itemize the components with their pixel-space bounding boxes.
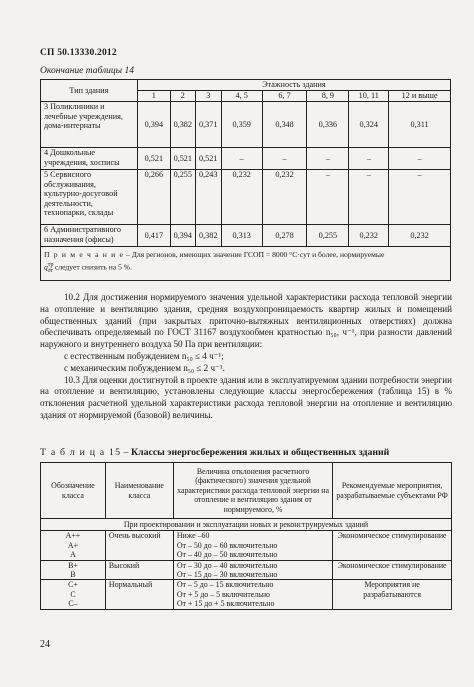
section-10-2 (40, 292, 452, 422)
deviation-range: Ниже –60 (176, 531, 210, 541)
floor-header: 6, 7 (262, 91, 307, 102)
class-name: Нормальный (105, 580, 173, 609)
table-row (41, 560, 452, 580)
value-cell: 0,266 (137, 170, 170, 225)
value-cell: – (221, 148, 262, 170)
value-cell: 0,255 (307, 225, 349, 247)
floor-header: 10, 11 (349, 91, 389, 102)
ventilation-mechanical: с механическим побуждением n₅₀ ≤ 2 ч⁻¹. (64, 362, 225, 373)
value-cell: 0,521 (137, 148, 170, 170)
value-cell: 0,311 (389, 102, 451, 148)
building-type: 3 Поликлиники и лечебные учреждения, дома-интернаты (41, 102, 138, 148)
table-note-row (41, 247, 451, 281)
building-type: 5 Сервисного обслуживания, культурно-досуговой деятельности, технопарки, склады (41, 170, 138, 225)
value-cell: 0,348 (262, 102, 307, 148)
value-cell: 0,521 (195, 148, 221, 170)
value-cell: – (389, 170, 451, 225)
table-row (41, 170, 451, 225)
value-cell: 0,336 (307, 102, 349, 148)
table-14-end (40, 79, 451, 281)
class-code: А (70, 550, 76, 560)
class-code: В+ (68, 560, 78, 570)
value-cell: 0,243 (195, 170, 221, 225)
value-cell: – (307, 170, 349, 225)
floor-header: 3 (195, 91, 221, 102)
document-code: СП 50.13330.2012 (40, 48, 117, 58)
deviation-range: От – 30 до – 40 включительно (176, 560, 278, 570)
table-row (41, 148, 451, 170)
deviation-ranges (173, 531, 332, 560)
deviation-range: От – 40 до – 50 включительно (176, 550, 278, 560)
deviation-range: От – 5 до – 15 включительно (176, 580, 274, 590)
building-type: 6 Административного назначения (офисы) (41, 225, 138, 247)
ventilation-natural: с естественным побуждением n₅₀ ≤ 4 ч⁻¹; (64, 350, 224, 361)
table-continuation-label: Окончание таблицы 14 (40, 66, 134, 76)
deviation-range: От – 50 до – 60 включительно (176, 540, 278, 550)
floor-header: 12 и выше (389, 91, 451, 102)
value-cell: 0,278 (262, 225, 307, 247)
value-cell: – (349, 148, 389, 170)
table-row (41, 580, 452, 609)
note-symbol-sup: тр (47, 262, 54, 268)
value-cell: – (262, 148, 307, 170)
table-row (41, 531, 452, 560)
table-row (41, 102, 451, 148)
value-cell: 0,382 (195, 225, 221, 247)
class-code: А++ (65, 531, 81, 541)
value-cell: 0,232 (262, 170, 307, 225)
value-cell: – (349, 170, 389, 225)
note-text: – Для регионов, имеющих значение ГСОП = 8000 °С·сут и более, нормируемые (126, 250, 385, 259)
value-cell: 0,394 (170, 225, 195, 247)
note-symbol-sub: от (47, 268, 54, 275)
paragraph-10-2: 10.2 Для достижения нормируемого значения удельной характеристики расхода тепловой энергии на отопление и вентиляцию здания, средняя воздухопроницаемость квартир жилых и помещений общественных зданий (при закрытых приточно-вытяжных вентиляционных отверстиях) должна обеспечивать определяемый по ГОСТ 31167 воздухообмен кратностью n₅₀, ч⁻¹, при разности давлений наружного и внутреннего воздуха 50 Па при вентиляции: (40, 292, 452, 350)
value-cell: 0,313 (221, 225, 262, 247)
recommended-measure: Экономическое стимулирование (333, 531, 452, 560)
table-row (41, 225, 451, 247)
floor-header: 4, 5 (221, 91, 262, 102)
deviation-ranges (173, 580, 332, 609)
col-header-name: Наименование класса (105, 463, 173, 519)
note-label: П р и м е ч а н и е (44, 250, 125, 259)
class-code: С– (68, 599, 78, 609)
table-note (41, 247, 451, 281)
page-number: 24 (40, 639, 50, 650)
class-codes (41, 560, 106, 580)
value-cell: – (307, 148, 349, 170)
col-header-floors: Этажность здания (137, 80, 450, 91)
value-cell: 0,324 (349, 102, 389, 148)
floor-header: 2 (170, 91, 195, 102)
table-section-heading: При проектировании и эксплуатации новых и реконструируемых зданий (41, 519, 452, 531)
deviation-range: От + 5 до – 5 включительно (176, 589, 270, 599)
class-code: С (70, 589, 76, 599)
note-symbol: q (44, 262, 48, 272)
class-code: А+ (67, 540, 79, 550)
class-name: Высокий (105, 560, 173, 580)
caption-dash: – (121, 447, 131, 458)
floor-header: 1 (137, 91, 170, 102)
class-code: В (70, 570, 76, 580)
col-header-type: Тип здания (41, 80, 138, 102)
value-cell: 0,394 (137, 102, 170, 148)
deviation-ranges (173, 560, 332, 580)
recommended-measure: Экономическое стимулирование (333, 560, 452, 580)
value-cell: 0,417 (137, 225, 170, 247)
deviation-range: От + 15 до + 5 включительно (176, 599, 275, 609)
class-codes (41, 531, 106, 560)
floor-header: 8, 9 (307, 91, 349, 102)
value-cell: – (389, 148, 451, 170)
value-cell: 0,232 (221, 170, 262, 225)
value-cell: 0,232 (349, 225, 389, 247)
recommended-measure: Мероприятия не разрабатываются (333, 580, 452, 609)
note-text-2: следует снизить на 5 %. (54, 262, 133, 272)
deviation-range: От – 15 до – 30 включительно (176, 570, 278, 580)
value-cell: 0,255 (170, 170, 195, 225)
col-header-measures: Рекомендуемые мероприятия, разрабатываемые субъектами РФ (333, 463, 452, 519)
table-15 (40, 462, 452, 610)
value-cell: 0,359 (221, 102, 262, 148)
class-codes (41, 580, 106, 609)
col-header-deviation: Величина отклонения расчетного (фактического) значения удельной характеристики расхода тепловой энергии на отопление и вентиляцию здания от нормируемого, % (173, 463, 332, 519)
paragraph-10-3: 10.3 Для оценки достигнутой в проекте здания или в эксплуатируемом здании потребности энергии на отопление и вентиляцию, установлены следующие классы энергосбережения (таблица 15) в % отклонения расчетной удельной характеристики расхода тепловой энергии на отопление и вентиляцию здания от нормируемой (базовой) величины. (40, 374, 452, 420)
table-15-caption (40, 447, 389, 458)
value-cell: 0,232 (389, 225, 451, 247)
class-code: С+ (68, 580, 78, 590)
value-cell: 0,371 (195, 102, 221, 148)
value-cell: 0,521 (170, 148, 195, 170)
table-15-label: Т а б л и ц а 15 (40, 447, 122, 458)
class-name: Очень высокий (105, 531, 173, 560)
col-header-class: Обозначение класса (41, 463, 106, 519)
building-type: 4 Дошкольные учреждения, хосписы (41, 148, 138, 170)
table-15-title: Классы энергосбережения жилых и общественных зданий (130, 447, 390, 458)
value-cell: 0,382 (170, 102, 195, 148)
